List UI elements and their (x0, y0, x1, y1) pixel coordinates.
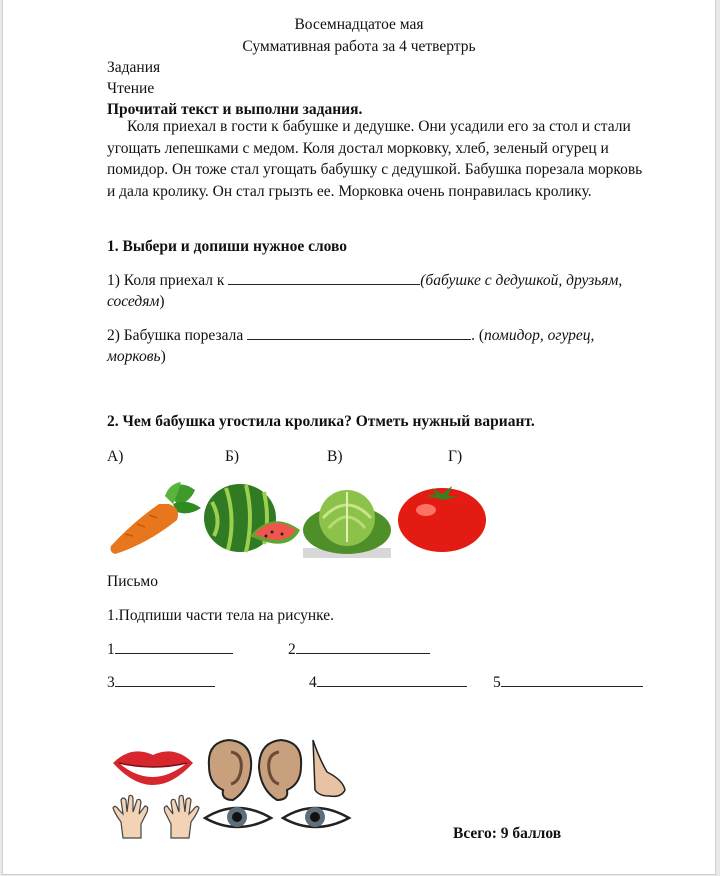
task2-title: 2. Чем бабушка угостила кролика? Отметь нужный вариант. (107, 413, 535, 430)
label-blank-1[interactable] (107, 639, 233, 660)
instruction-heading: Прочитай текст и выполни задания. (107, 101, 363, 118)
question2-prefix: 2) Бабушка порезала (107, 327, 244, 344)
left-hand-image (111, 794, 157, 840)
document-title: Суммативная работа за 4 четвертрь (242, 38, 476, 55)
task1-title: 1. Выбери и допиши нужное слово (107, 238, 348, 255)
document-page (2, 0, 716, 875)
right-ear-image (255, 738, 307, 802)
left-ear-image (203, 738, 255, 802)
label-blank-2[interactable] (288, 639, 430, 660)
cabbage-image[interactable] (303, 482, 391, 558)
blank-line-3[interactable] (115, 673, 215, 687)
question1-options: (бабушке с дедушкой, друзьям, (420, 272, 623, 289)
writing-task: 1.Подпиши части тела на рисунке. (107, 607, 335, 624)
right-hand-image (155, 794, 201, 840)
left-eye-image (203, 802, 273, 834)
option-a-label[interactable]: А) (107, 448, 124, 465)
blank-line-4[interactable] (317, 673, 467, 687)
label-blank-5[interactable] (493, 672, 643, 693)
blank-number-1: 1 (107, 641, 115, 658)
task1-question1 (107, 270, 622, 291)
question2-close: ) (160, 348, 166, 365)
question2-dot: . ( (471, 327, 485, 344)
option-b-label[interactable]: Б) (225, 448, 240, 465)
total-score: Всего: 9 баллов (453, 825, 562, 842)
right-eye-image (281, 802, 351, 834)
question2-options-cont: морковь (107, 348, 161, 365)
blank-number-3: 3 (107, 674, 115, 691)
reading-label: Чтение (107, 80, 155, 97)
option-c-label[interactable]: В) (327, 448, 343, 465)
tomato-image[interactable] (398, 482, 488, 552)
date-heading: Восемнадцатое мая (294, 16, 424, 33)
label-blank-3[interactable] (107, 672, 215, 693)
lips-image (111, 745, 195, 785)
blank-number-5: 5 (493, 674, 501, 691)
nose-image (309, 738, 351, 800)
task1-question1-cont (107, 291, 165, 312)
question1-close: ) (159, 293, 165, 310)
question2-options: помидор, огурец, (484, 327, 595, 344)
blank-number-4: 4 (309, 674, 317, 691)
blank-line-2[interactable] (296, 640, 430, 654)
answer-blank-1[interactable] (228, 271, 420, 285)
tasks-label: Задания (107, 59, 161, 76)
task1-question2 (107, 325, 594, 346)
task1-question2-cont (107, 346, 166, 367)
reading-text: Коля приехал в гости к бабушке и дедушке. Они усадили его за стол и стали угощать лепешками с медом. Коля достал морковку, хлеб, зеленый огурец и помидор. Он тоже стал угощать бабушку с дедушкой. Бабушка порезала морковь и дала кролику. Он стал грызть ее. Морковка очень понравилась кролику. (107, 118, 643, 200)
watermelon-image[interactable] (202, 480, 302, 558)
answer-blank-2[interactable] (247, 326, 471, 340)
question1-prefix: 1) Коля приехал к (107, 272, 225, 289)
blank-number-2: 2 (288, 641, 296, 658)
carrot-image[interactable] (107, 482, 202, 557)
option-d-label[interactable]: Г) (448, 448, 463, 465)
label-blank-4[interactable] (309, 672, 467, 693)
question1-options-cont: соседям (107, 293, 160, 310)
blank-line-1[interactable] (115, 640, 233, 654)
writing-title: Письмо (107, 573, 158, 590)
blank-line-5[interactable] (501, 673, 643, 687)
